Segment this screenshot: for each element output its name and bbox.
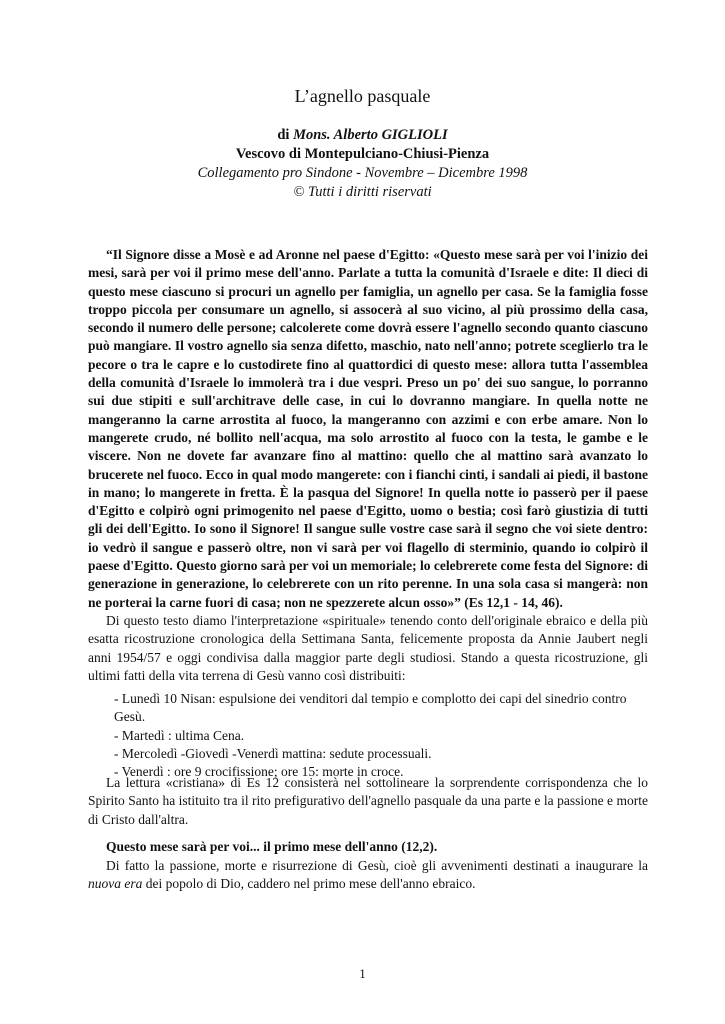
copyright-notice: © Tutti i diritti riservati — [293, 184, 432, 200]
scripture-quote: “Il Signore disse a Mosè e ad Aronne nel paese d'Egitto: «Questo mese sarà per voi l'inizio dei mesi, sarà per voi il primo mese dell'anno. Parlate a tutta la comunità d'Israele e dite: Il dieci di questo mese ciascuno si procuri un agnello per famiglia, un agnello per casa. Se la famiglia fosse troppo piccola per consumare un agnello, si assocerà al suo vicino, al più prossimo della casa, secondo il numero delle persone; calcolerete come dovrà essere l'agnello secondo quanto ciascuno può mangiare. Il vostro agnello sia senza difetto, maschio, nato nell'anno; potrete sceglierlo tra le pecore o tra le capre e lo custodirete fino al quattordici di questo mese: allora tutta l'assemblea della comunità d'Israele lo immolerà tra i due vespri. Preso un po' dei suo sangue, lo porranno sui due stipiti e sull'architrave delle case, in cui lo dovranno mangiare. In quella notte ne mangeranno la carne arrostita al fuoco, la mangeranno con azzimi e con erbe amare. Non lo mangerete crudo, né bollito nell'acqua, ma solo arrostito al fuoco con la testa, le gambe e le viscere. Non ne dovete far avanzare fino al mattino: quello che al mattino sarà avanzato lo brucerete nel fuoco. Ecco in qual modo mangerete: con i fianchi cinti, i sandali ai piedi, il bastone in mano; lo mangerete in fretta. È la pasqua del Signore! In quella notte io passerò per il paese d'Egitto e colpirò ogni primogenito nel paese d'Egitto, uomo o bestia; così farò giustizia di tutti gli dei dell'Egitto. Io sono il Signore! Il sangue sulle vostre case sarà il segno che voi siete dentro: io vedrò il sangue e passerò oltre, non vi sarà per voi flagello di sterminio, quando io colpirò il paese d'Egitto. Questo giorno sarà per voi un memoriale; lo celebrerete come festa del Signore: di generazione in generazione, lo celebrerete con un rito perenne. In una sola casa si mangerà: non ne porterai la carne fuori di casa; non ne spezzerete alcun osso»” (Es 12,1 - 14, 46). — [88, 247, 648, 610]
author-prefix: di — [277, 127, 290, 143]
paragraph-text: dei popolo di Dio, caddero nel primo mese dell'anno ebraico. — [142, 876, 476, 892]
publication-info: Collegamento pro Sindone - Novembre – Dicembre 1998 — [197, 165, 528, 181]
author-role: Vescovo di Montepulciano-Chiusi-Pienza — [235, 146, 490, 162]
paragraph-interpretation: Di questo testo diamo l'interpretazione «spirituale» tenendo conto dell'originale ebraico e della più esatta ricostruzione cronologica della Settimana Santa, felicemente proposta da Annie Jaubert negli anni 1954/57 e oggi condivisa dalla maggior parte degli studiosi. Stando a questa ricostruzione, gli ultimi fatti della vita terrena di Gesù vanno così distribuiti: — [88, 613, 648, 683]
author-name: Mons. Alberto GIGLIOLI — [293, 127, 448, 143]
schedule-item: - Mercoledì -Giovedì -Venerdì mattina: sedute processuali. — [114, 745, 432, 761]
paragraph-new-era — [88, 857, 648, 894]
schedule-item: - Lunedì 10 Nisan: espulsione dei venditori dal tempio e complotto dei capi del sinedrio contro Gesù. — [114, 691, 627, 725]
paragraph-text: Di fatto la passione, morte e risurrezione di Gesù, cioè gli avvenimenti destinati a inaugurare la — [106, 858, 648, 873]
document-title: L’agnello pasquale — [294, 86, 431, 106]
author-line — [0, 126, 725, 145]
schedule-item: - Martedì : ultima Cena. — [114, 727, 245, 743]
section-heading: Questo mese sarà per voi... il primo mese dell'anno (12,2). — [106, 839, 438, 854]
paragraph-christian-reading: La lettura «cristiana» di Es 12 consisterà nel sottolineare la sorprendente corrispondenza che lo Spirito Santo ha istituito tra il rito prefigurativo dell'agnello pasquale da una parte e la passione e morte di Cristo dall'altra. — [88, 775, 648, 827]
schedule-list — [114, 690, 654, 781]
schedule-item: - Venerdì : ore 9 crocifissione; ore 15: morte in croce. — [114, 764, 404, 780]
emphasis-text: nuova era — [88, 876, 143, 892]
author-block — [0, 126, 725, 202]
page-number: 1 — [359, 966, 366, 981]
